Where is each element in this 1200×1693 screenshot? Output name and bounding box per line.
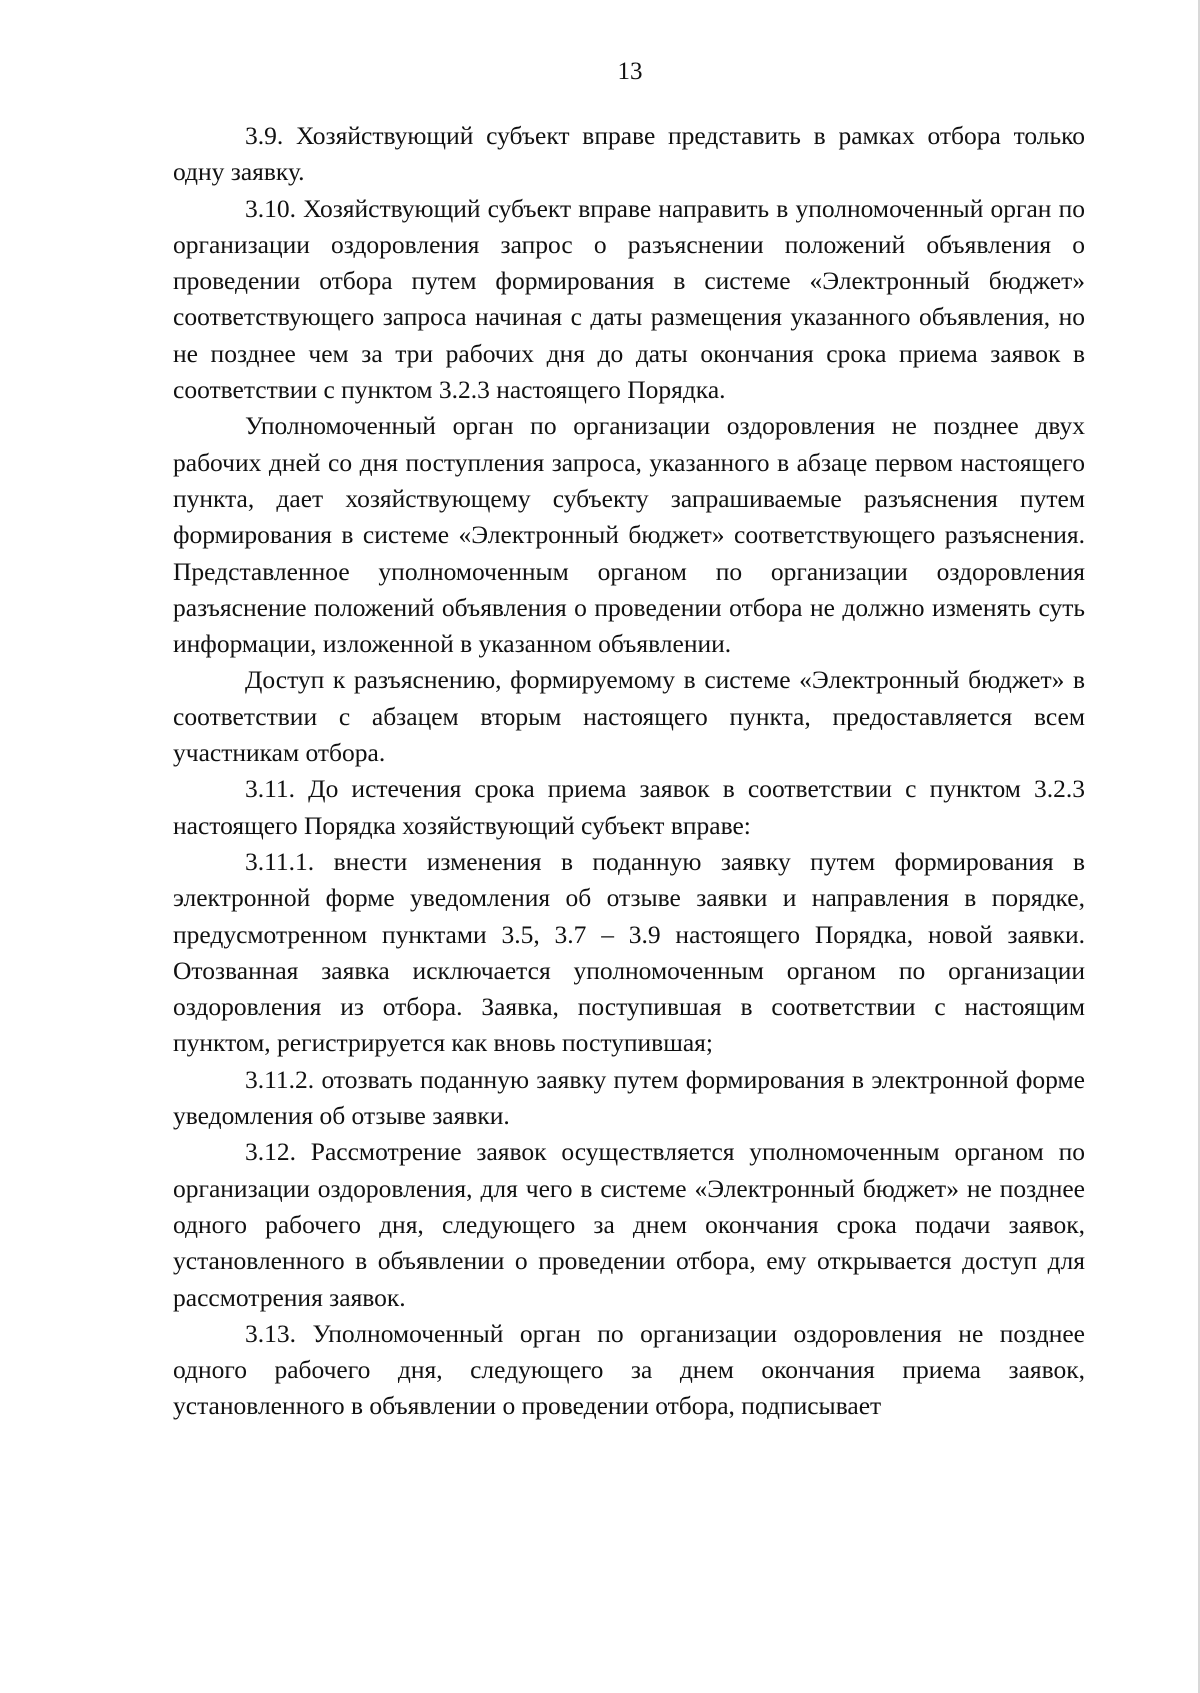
page-number: 13	[617, 58, 643, 85]
paragraph-3-10: 3.10. Хозяйствующий субъект вправе направить в уполномоченный орган по организации оздоровления запрос о разъяснении положений объявления о проведении отбора путем формирования в системе «Электронный бюджет» соответствующего запроса начиная с даты размещения указанного объявления, но не позднее чем за три рабочих дня до даты окончания срока приема заявок в соответствии с пунктом 3.2.3 настоящего Порядка.	[173, 193, 1085, 405]
paragraph-3-10-second: Уполномоченный орган по организации оздоровления не позднее двух рабочих дней со дня поступления запроса, указанного в абзаце первом настоящего пункта, дает хозяйствующему субъекту запрашиваемые разъяснения путем формирования в системе «Электронный бюджет» соответствующего разъяснения. Представленное уполномоченным органом по организации оздоровления разъяснение положений объявления о проведении отбора не должно изменять суть информации, изложенной в указанном объявлении.	[173, 411, 1085, 659]
document-body	[173, 118, 1085, 1425]
paragraph-3-12: 3.12. Рассмотрение заявок осуществляется уполномоченным органом по организации оздоровления, для чего в системе «Электронный бюджет» не позднее одного рабочего дня, следующего за днем окончания срока подачи заявок, установленного в объявлении о проведении отбора, ему открывается доступ для рассмотрения заявок.	[173, 1137, 1085, 1312]
paragraph-3-11-1: 3.11.1. внести изменения в поданную заявку путем формирования в электронной форме уведомления об отзыве заявки и направления в порядке, предусмотренном пунктами 3.5, 3.7 – 3.9 настоящего Порядка, новой заявки. Отозванная заявка исключается уполномоченным органом по организации оздоровления из отбора. Заявка, поступившая в соответствии с настоящим пунктом, регистрируется как вновь поступившая;	[173, 846, 1085, 1058]
paragraph-3-9: 3.9. Хозяйствующий субъект вправе представить в рамках отбора только одну заявку.	[173, 121, 1085, 187]
paragraph-3-11: 3.11. До истечения срока приема заявок в соответствии с пунктом 3.2.3 настоящего Порядка хозяйствующий субъект вправе:	[173, 774, 1085, 840]
paragraph-3-11-2: 3.11.2. отозвать поданную заявку путем формирования в электронной форме уведомления об отзыве заявки.	[173, 1064, 1085, 1131]
paragraph-3-10-third: Доступ к разъяснению, формируемому в системе «Электронный бюджет» в соответствии с абзацем вторым настоящего пункта, предоставляется всем участникам отбора.	[173, 665, 1085, 768]
paragraph-3-13: 3.13. Уполномоченный орган по организации оздоровления не позднее одного рабочего дня, следующего за днем окончания приема заявок, установленного в объявлении о проведении отбора, подписывает	[173, 1318, 1085, 1421]
